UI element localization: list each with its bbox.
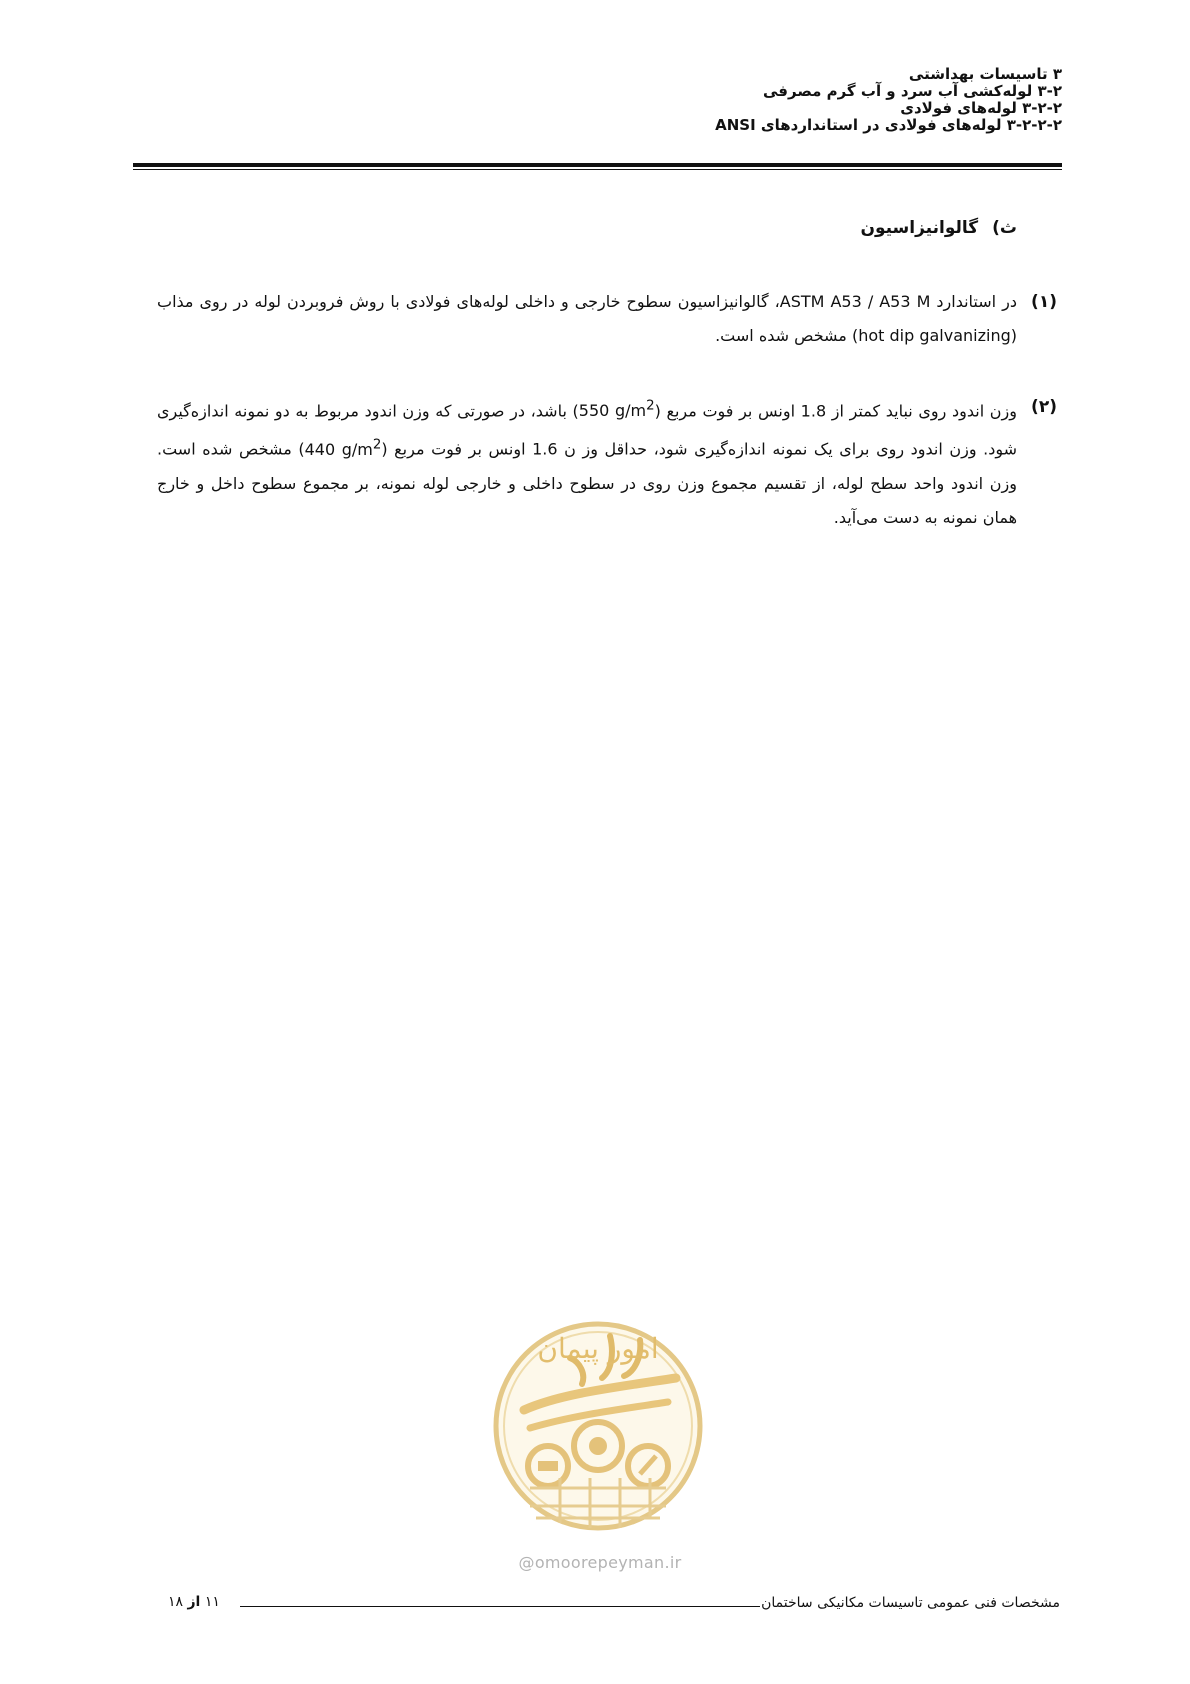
section-title-text: گالوانیزاسیون xyxy=(860,218,979,238)
paragraph-1 xyxy=(157,285,1057,353)
footer-document-title: مشخصات فنی عمومی تاسیسات مکانیکی ساختمان xyxy=(761,1595,1060,1611)
english-term: hot dip galvanizing xyxy=(858,326,1011,345)
header-subsubsection: ۳-۲-۲-۲ لوله‌های فولادی در استانداردهای ANSI xyxy=(715,116,1062,134)
header-chapter: ۳ تاسیسات بهداشتی xyxy=(908,65,1062,83)
standard-code: ASTM A53 / A53 M xyxy=(779,292,931,311)
paragraph-number: (۲) xyxy=(1031,397,1057,417)
logo-script-text: امور پیمان xyxy=(537,1332,659,1365)
text-run: ) باشد، در صورتی که وزن اندود مربوط به دو نمونه اندازه‌گیری شود. وزن اندود روی برای یک نمونه اندازه‌گیری شود، حداقل وز ن xyxy=(157,401,1018,459)
text-run: ، گالوانیزاسیون سطوح خارجی و داخلی لوله‌های فولادی با روش فروبردن لوله در روی مذاب ( xyxy=(157,292,1017,345)
header-section: ۳-۲ لوله‌کشی آب سرد و آب گرم مصرفی xyxy=(762,82,1062,100)
paragraph-text xyxy=(157,285,1017,353)
paragraph-number: (۱) xyxy=(1031,292,1057,312)
text-run: در استاندارد xyxy=(930,292,1017,311)
footer-page-number xyxy=(168,1594,220,1610)
text-run: اونس بر فوت مربع ( xyxy=(381,439,533,459)
unit-text: 550 g/m xyxy=(578,401,647,421)
numeric-value: 1.6 xyxy=(532,439,558,459)
header-subsection: ۳-۲-۲ لوله‌های فولادی xyxy=(900,99,1062,117)
unit-superscript: 2 xyxy=(372,437,382,453)
text-run: وزن اندود روی نباید کمتر از xyxy=(826,401,1017,421)
page-current: ۱۱ xyxy=(204,1594,220,1610)
unit-value xyxy=(579,401,655,420)
unit-value xyxy=(304,437,382,459)
text-run: ) مشخص شده است. xyxy=(715,326,859,345)
footer-divider xyxy=(240,1606,760,1607)
text-run: اونس بر فوت مربع ( xyxy=(654,401,801,421)
unit-superscript: 2 xyxy=(646,399,655,414)
paragraph-text xyxy=(157,390,1017,535)
omoorepeyman-seal-logo-icon xyxy=(490,1318,706,1558)
section-heading xyxy=(860,218,1017,238)
header-divider-thick xyxy=(133,163,1062,167)
text-run: ) مشخص شده است. وزن اندود واحد سطح لوله، از تقسیم مجموع وزن روی در سطوح داخلی و خارجی لوله نمونه، بر مجموع سطوح داخل و خارج همان نمونه به دست می‌آید. xyxy=(157,439,1017,527)
unit-text: 440 g/m xyxy=(304,439,373,459)
numeric-value: 1.8 xyxy=(800,401,827,421)
section-letter: ث) xyxy=(992,218,1017,238)
header-divider-thin xyxy=(133,169,1062,170)
logo-website-url: @omoorepeyman.ir xyxy=(518,1553,682,1572)
paragraph-2 xyxy=(157,390,1057,535)
page-total: ۱۸ xyxy=(168,1594,184,1610)
page-of-label: از xyxy=(187,1594,201,1610)
page-header xyxy=(132,66,1062,134)
